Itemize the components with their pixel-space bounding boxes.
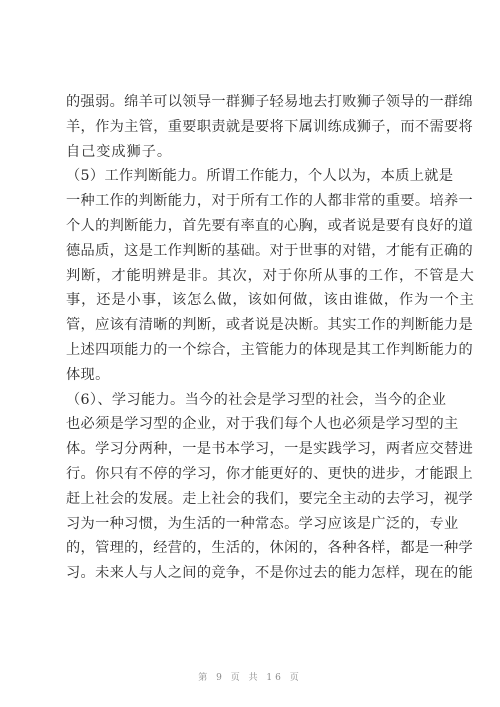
- text-line: 赶上社会的发展。走上社会的我们，要完全主动的去学习，视学: [66, 490, 474, 507]
- page-number-footer: 第 9 页 共 16 页: [198, 673, 302, 683]
- text-line: 也必须是学习型的企业，对于我们每个人也必须是学习型的主: [66, 416, 459, 433]
- text-line: 上述四项能力的一个综合，主管能力的体现是其工作判断能力的: [66, 341, 474, 358]
- text-line: 自己变成狮子。: [66, 143, 172, 160]
- text-line: 判断，才能明辨是非。其次，对于你所从事的工作，不管是大: [66, 267, 475, 284]
- text-line: 习。未来人与人之间的竞争，不是你过去的能力怎样，现在的能: [66, 565, 474, 582]
- body-text: [66, 90, 475, 586]
- text-line: 事，还是小事，该怎么做，该如何做，该由谁做，作为一个主: [66, 292, 475, 309]
- text-line: 羊，作为主管，重要职责就是要将下属训练成狮子，而不需要将: [66, 118, 474, 135]
- text-line: 体现。: [66, 366, 110, 383]
- text-line: 德品质，这是工作判断的基础。对于世事的对错，才能有正确的: [66, 242, 474, 259]
- text-line: 的强弱。绵羊可以领导一群狮子轻易地去打败狮子领导的一群绵: [66, 94, 474, 110]
- paragraph-start-line: （5）工作判断能力。所谓工作能力，个人以为，本质上就是: [66, 168, 454, 185]
- text-line: 一种工作的判断能力，对于所有工作的人都非常的重要。培养一: [66, 193, 474, 210]
- paragraph-start-line: （6）、学习能力。当今的社会是学习型的社会，当今的企业: [66, 391, 447, 408]
- text-line: 管，应该有清晰的判断，或者说是决断。其实工作的判断能力是: [66, 317, 474, 334]
- text-line: 体。学习分两种，一是书本学习，一是实践学习，两者应交替进: [66, 441, 474, 458]
- text-line: 个人的判断能力，首先要有率直的心胸，或者说是要有良好的道: [66, 217, 474, 234]
- text-line: 习为一种习惯，为生活的一种常态。学习应该是广泛的，专业: [66, 515, 459, 532]
- text-line: 行。你只有不停的学习，你才能更好的、更快的进步，才能跟上: [66, 465, 474, 482]
- text-line: 的，管理的，经营的，生活的，休闲的，各种各样，都是一种学: [66, 540, 474, 557]
